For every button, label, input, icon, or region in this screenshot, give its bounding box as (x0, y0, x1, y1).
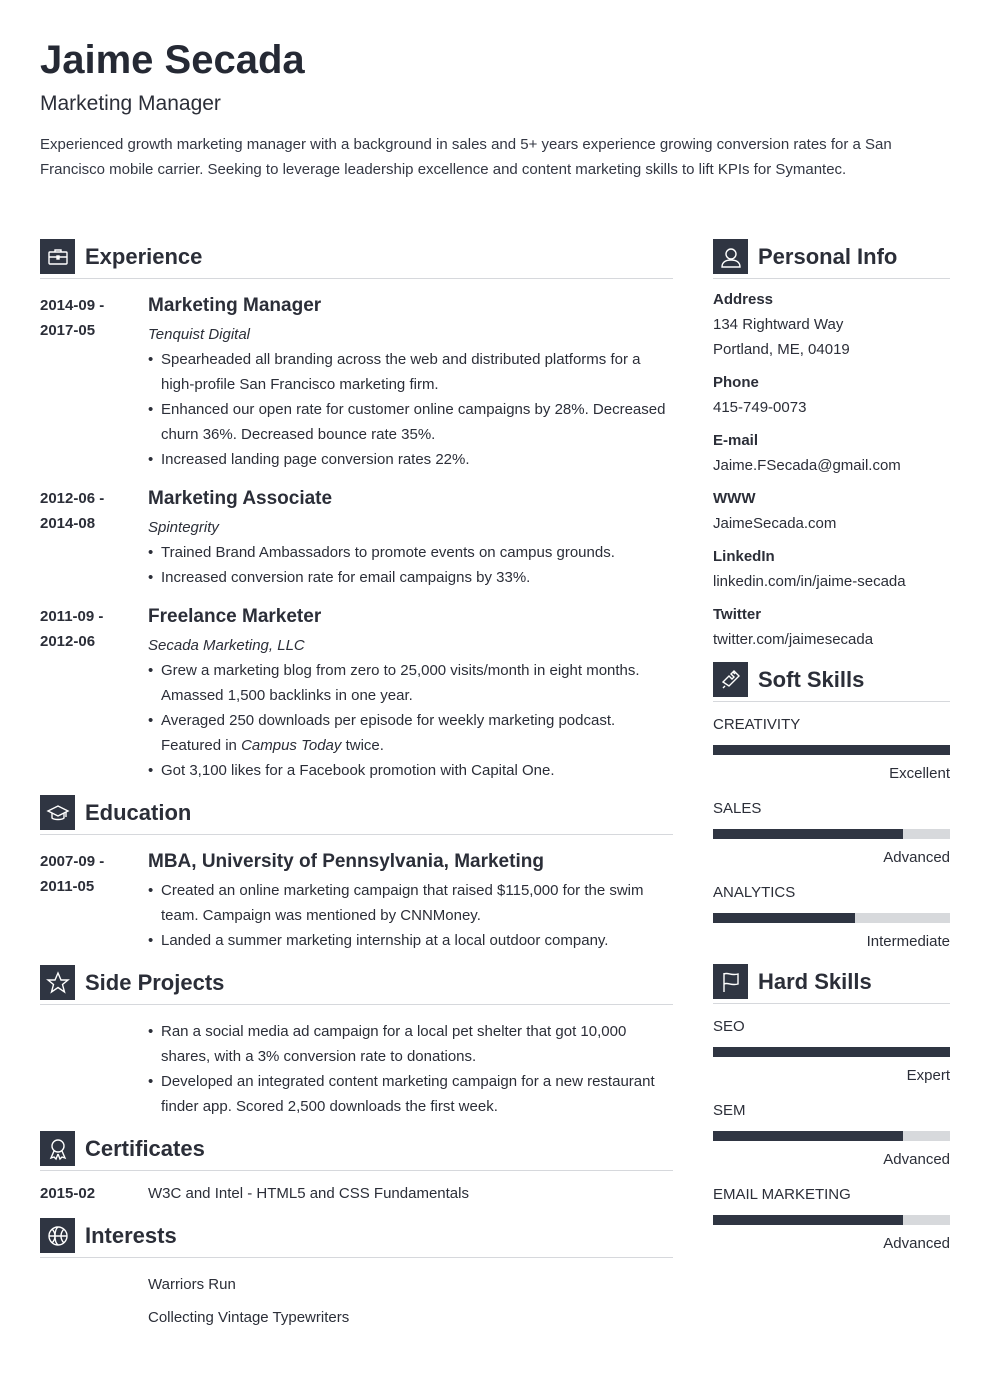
skill-level-bar-fill (713, 829, 903, 839)
email-value[interactable]: Jaime.FSecada@gmail.com (713, 457, 901, 474)
star-icon (40, 965, 75, 1000)
skill-level-label: Advanced (883, 1235, 950, 1252)
podcast-feature-name: Campus Today (241, 737, 342, 754)
skill-level-bar-fill (713, 745, 950, 755)
skill-level-bar-fill (713, 1047, 950, 1057)
skill-name: ANALYTICS (713, 884, 796, 901)
resume-page (40, 36, 950, 1326)
skill-level-bar-fill (713, 1131, 903, 1141)
side-projects-title: Side Projects (85, 969, 225, 995)
briefcase-icon (40, 239, 75, 274)
skill-level-bar (713, 913, 950, 923)
phone-value: 415-749-0073 (713, 399, 807, 416)
linkedin-value[interactable]: linkedin.com/in/jaime-secada (713, 573, 906, 590)
skill-level-label: Advanced (883, 1151, 950, 1168)
interest-item: Warriors Run (148, 1276, 236, 1293)
address-line-2: Portland, ME, 04019 (713, 341, 850, 358)
bullet: • Increased landing page conversion rates 22%. (148, 447, 673, 472)
experience-header (40, 239, 673, 279)
skill-level-bar (713, 1047, 950, 1057)
company-name: Tenquist Digital (148, 326, 251, 343)
email-label: E-mail (713, 432, 759, 449)
skill-level-bar-fill (713, 913, 855, 923)
education-entry (40, 849, 673, 953)
address-line-1: 134 Rightward Way (713, 316, 844, 333)
graduation-cap-icon (40, 795, 75, 830)
www-label: WWW (713, 490, 756, 507)
entry-date: 2007-09 - 2011-05 (40, 853, 105, 895)
skill-item (713, 880, 950, 954)
skill-name: EMAIL MARKETING (713, 1186, 851, 1203)
skill-level-bar-fill (713, 1215, 903, 1225)
degree-title: MBA, University of Pennsylvania, Marketing (148, 851, 544, 872)
personal-info-header (713, 239, 950, 279)
company-name: Spintegrity (148, 519, 219, 536)
interest-entry (40, 1305, 673, 1330)
experience-entry (40, 604, 673, 783)
phone-label: Phone (713, 374, 759, 391)
bullet: • Spearheaded all branding across the web and distributed platforms for a high-profile San Francisco marketing firm. (148, 347, 673, 397)
hard-skills-header (713, 964, 950, 1004)
basketball-icon (40, 1218, 75, 1253)
bullet: • Increased conversion rate for email campaigns by 33%. (148, 565, 673, 590)
skill-name: SEO (713, 1018, 745, 1035)
skill-level-bar (713, 829, 950, 839)
skill-level-label: Intermediate (866, 933, 950, 950)
education-title: Education (85, 799, 192, 825)
main-column (40, 239, 673, 1330)
certificate-name: W3C and Intel - HTML5 and CSS Fundamentals (148, 1185, 469, 1202)
skill-level-bar (713, 1131, 950, 1141)
interests-title: Interests (85, 1222, 177, 1248)
skill-name: SALES (713, 800, 762, 817)
entry-date: 2011-09 - 2012-06 (40, 608, 104, 650)
address-label: Address (713, 291, 774, 308)
job-title: Marketing Associate (148, 488, 333, 509)
certificates-title: Certificates (85, 1135, 205, 1161)
skill-level-bar (713, 745, 950, 755)
job-title: Freelance Marketer (148, 606, 322, 627)
skill-item (713, 1098, 950, 1172)
twitter-label: Twitter (713, 606, 762, 623)
linkedin-label: LinkedIn (713, 548, 775, 565)
hard-skills-list (713, 1014, 950, 1256)
company-name: Secada Marketing, LLC (148, 637, 305, 654)
entry-date: 2014-09 - 2017-05 (40, 297, 105, 339)
soft-skills-header (713, 662, 950, 702)
bullet: • Trained Brand Ambassadors to promote events on campus grounds. (148, 540, 673, 565)
experience-title: Experience (85, 243, 203, 269)
candidate-name: Jaime Secada (40, 38, 305, 82)
bullet: • Developed an integrated content marketing campaign for a new restaurant finder app. Scored 2,500 downloads the first week. (148, 1069, 673, 1119)
interest-entry (40, 1272, 673, 1297)
skill-level-bar (713, 1215, 950, 1225)
bullet: • Created an online marketing campaign that raised $115,000 for the swim team. Campaign was mentioned by CNNMoney. (148, 878, 673, 928)
skill-name: CREATIVITY (713, 716, 801, 733)
job-title: Marketing Manager (148, 295, 322, 316)
interest-item: Collecting Vintage Typewriters (148, 1309, 350, 1326)
soft-skills-list (713, 712, 950, 954)
award-ribbon-icon (40, 1131, 75, 1166)
education-header (40, 795, 673, 835)
personal-info-title: Personal Info (758, 243, 898, 269)
puzzle-hand-icon (713, 662, 748, 697)
entry-date: 2012-06 - 2014-08 (40, 490, 105, 532)
www-value[interactable]: JaimeSecada.com (713, 515, 837, 532)
bullet: • Grew a marketing blog from zero to 25,000 visits/month in eight months. Amassed 1,500 backlinks in one year. (148, 658, 673, 708)
user-icon (713, 239, 748, 274)
bullet: • Landed a summer marketing internship at a local outdoor company. (148, 928, 673, 953)
skill-item (713, 712, 950, 786)
certificates-header (40, 1131, 673, 1171)
skill-level-label: Excellent (889, 765, 950, 782)
certificate-date: 2015-02 (40, 1185, 96, 1202)
flag-icon (713, 964, 748, 999)
experience-entry (40, 486, 673, 590)
experience-entry (40, 293, 673, 472)
skill-level-label: Expert (906, 1067, 950, 1084)
summary: Experienced growth marketing manager with a background in sales and 5+ years experience growing conversion rates for a San Francisco mobile carrier. Seeking to leverage leadership excellence and content marketing skills to lift KPIs for Symantec. (40, 136, 892, 178)
hard-skills-title: Hard Skills (758, 968, 872, 994)
bullet: • Averaged 250 downloads per episode for weekly marketing podcast. Featured in Campus Today twice. (148, 708, 673, 758)
twitter-value[interactable]: twitter.com/jaimesecada (713, 631, 874, 648)
skill-item (713, 1182, 950, 1256)
bullet: • Got 3,100 likes for a Facebook promotion with Capital One. (148, 758, 673, 783)
bullet: • Enhanced our open rate for customer online campaigns by 28%. Decreased churn 36%. Decreased bounce rate 35%. (148, 397, 673, 447)
skill-item (713, 796, 950, 870)
side-projects-header (40, 965, 673, 1005)
bullet: • Ran a social media ad campaign for a local pet shelter that got 10,000 shares, with a 3% conversion rate to donations. (148, 1019, 673, 1069)
interests-header (40, 1218, 673, 1258)
skill-item (713, 1014, 950, 1088)
certificate-entry (40, 1181, 673, 1206)
sidebar-column (713, 239, 950, 1256)
skill-level-label: Advanced (883, 849, 950, 866)
soft-skills-title: Soft Skills (758, 666, 865, 692)
skill-name: SEM (713, 1102, 746, 1119)
candidate-title: Marketing Manager (40, 92, 221, 115)
side-projects-entry (40, 1019, 673, 1119)
